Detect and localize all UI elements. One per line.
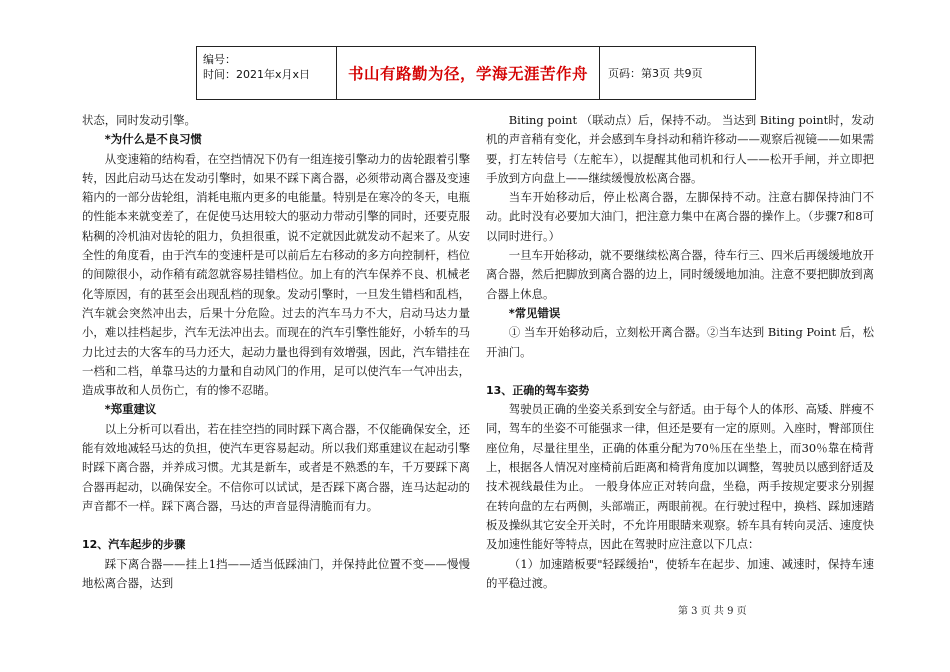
page-header-table xyxy=(196,46,756,100)
subheading-common-errors: *常见错误 xyxy=(508,305,561,320)
paragraph: ① 当车开始移动后，立刻松开离合器。②当车达到 Biting Point 后，松开油门。 xyxy=(486,325,874,359)
subheading-suggestion: *郑重建议 xyxy=(104,402,157,417)
left-column xyxy=(82,111,470,593)
section-heading-13: 13、正确的驾车姿势 xyxy=(486,383,590,397)
paragraph: 当车开始移动后，停止松离合器，左脚保持不动。注意右脚保持油门不动。此时没有必要加大油门，把注意力集中在离合器的操作上。（步骤7和8可以同时进行。） xyxy=(486,190,874,243)
paragraph: 一旦车开始移动，就不要继续松离合器，待车行三、四米后再缓缓地放开离合器，然后把脚放到离合器的边上，同时缓缓地加油。注意不要把脚放到离合器上休息。 xyxy=(486,248,874,301)
header-info-cell xyxy=(197,47,337,99)
paragraph: 驾驶员正确的坐姿关系到安全与舒适。由于每个人的体形、高矮、胖瘦不同，驾车的坐姿不可能强求一律，但还是要有一定的原则。入座时，臀部顶住座位角，尽量往里坐，正确的体重分配为70％压在坐垫上，而30％靠在椅背上，根据各人情况对座椅前后距离和椅背角度加以调整，驾驶员以感到舒适及技术视线最佳为止。 一般身体应正对转向盘，坐稳，两手按规定要求分别握在转向盘的左右两侧，头部端正，两眼前视。在行驶过程中，换档、踩加速踏板及操纵其它安全开关时，不允许用眼睛来观察。轿车具有转向灵活、速度快及加速性能好等特点，因此在驾驶时应注意以下几点： xyxy=(486,402,874,552)
header-page-number: 页码：第3页 共9页 xyxy=(608,67,703,80)
document-code-label: 编号： xyxy=(203,53,236,66)
document-time-label: 时间：2021年x月x日 xyxy=(203,68,311,81)
page-footer: 第 3 页 共 9 页 xyxy=(678,606,747,617)
paragraph: （1）加速踏板要"轻踩缓抬"，使轿车在起步、加速、减速时，保持车速的平稳过渡。 xyxy=(486,556,874,590)
section-heading-12: 12、汽车起步的步骤 xyxy=(82,538,186,552)
header-motto: 书山有路勤为径，学海无涯苦作舟 xyxy=(337,47,600,99)
paragraph: 踩下离合器——挂上1挡——适当低踩油门，并保持此位置不变——慢慢地松离合器，达到 xyxy=(82,556,470,590)
paragraph: Biting point （联动点）后，保持不动。 当达到 Biting point时，发动机的声音稍有变化，并会感到车身抖动和稍许移动——观察后视镜——如果需要，打左转信号（左舵车），以提醒其他司机和行人——松开手闸，并立即把手放到方向盘上——继续缓慢放松离合器。 xyxy=(486,113,874,185)
paragraph: 从变速箱的结构看，在空挡情况下仍有一组连接引擎动力的齿轮跟着引擎转，因此启动马达在发动引擎时，如果不踩下离合器，必须带动离合器及变速箱内的一部分齿轮组，消耗电瓶内更多的电能量。特别是在寒冷的冬天，电瓶的性能本来就变差了，在促使马达用较大的驱动力带动引擎的同时，还要克服粘稠的冷机油对齿轮的阻力，负担很重，说不定就因此就发动不起来了。从安全性的角度看，由于汽车的变速杆是可以前后左右移动的多方向控制杆，档位的间隙很小，动作稍有疏忽就容易挂错档位。加上有的汽车保养不良、机械老化等原因，有的甚至会出现乱档的现象。发动引擎时，一旦发生错档和乱档，汽车就会突然冲出去，后果十分危险。过去的汽车马力不大，启动马达力量小，难以挂档起步，汽车无法冲出去。而现在的汽车引擎性能好，小轿车的马力比过去的大客车的马力还大，起动力量也得到有效增强，因此，汽车错挂在一档和二档，单靠马达的力量和自动风门的作用，足可以使汽车一气冲出去，造成事故和人员伤亡，有的惨不忍睹。 xyxy=(82,151,470,398)
paragraph: 以上分析可以看出，若在挂空挡的同时踩下离合器，不仅能确保安全，还能有效地减轻马达的负担，使汽车更容易起动。所以我们郑重建议在起动引擎时踩下离合器，并养成习惯。尤其是新车，或者是不熟悉的车，千万要踩下离合器再起动，以确保安全。不信你可以试试，是否踩下离合器，连马达起动的声音都不一样。踩下离合器，马达的声音显得清脆而有力。 xyxy=(82,421,470,513)
subheading-bad-habit: *为什么是不良习惯 xyxy=(104,132,202,147)
paragraph: 状态，同时发动引擎。 xyxy=(82,113,196,127)
right-column xyxy=(486,111,874,593)
